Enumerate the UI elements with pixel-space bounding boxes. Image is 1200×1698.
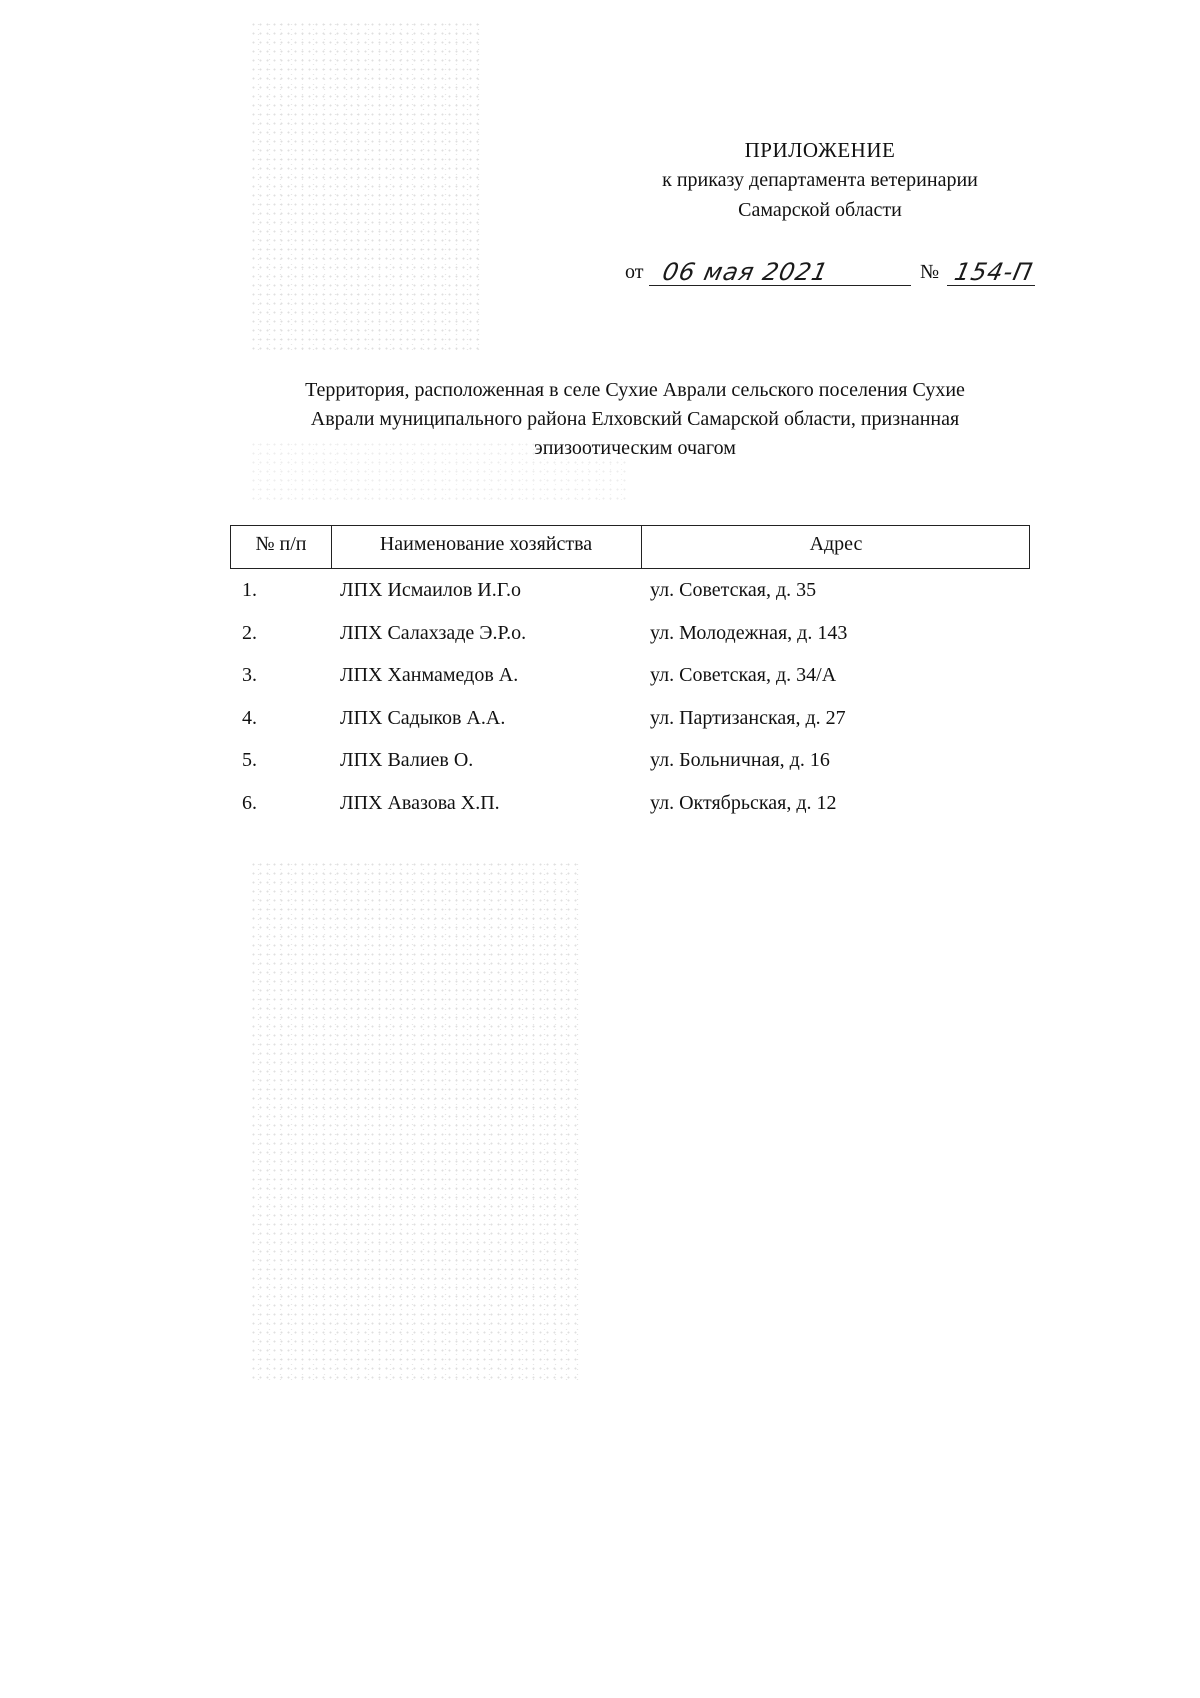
households-table (230, 525, 1030, 824)
document-title-line-2: Аврали муниципального района Елховский Самарской области, признанная (310, 408, 960, 430)
household-name: ЛПХ Авазова Х.П. (340, 791, 500, 814)
table-row (230, 697, 1030, 740)
document-title (220, 376, 1050, 463)
household-name: ЛПХ Ханмамедов А. (340, 664, 519, 686)
order-date-number-line (625, 250, 1035, 290)
household-name: ЛПХ Исмаилов И.Г.о (340, 579, 522, 601)
appendix-title: ПРИЛОЖЕНИЕ (744, 138, 896, 162)
appendix-order-reference: к приказу департамента ветеринарии (662, 169, 978, 191)
household-address: ул. Партизанская, д. 27 (650, 706, 846, 729)
household-name: ЛПХ Садыков А.А. (340, 706, 506, 729)
order-date-handwritten: 06 мая 2021 (660, 258, 832, 286)
table-row (230, 782, 1030, 825)
document-title-line-1: Территория, расположенная в селе Сухие Аврали сельского поселения Сухие (305, 379, 965, 401)
table-body (230, 569, 1030, 824)
household-address: ул. Советская, д. 34/А (650, 664, 837, 686)
table-row (230, 739, 1030, 782)
order-number-handwritten: 154-П (952, 258, 1036, 286)
row-number: 2. (242, 621, 257, 644)
table-row (230, 612, 1030, 655)
table-row (230, 569, 1030, 612)
header-household-name: Наименование хозяйства (331, 526, 642, 568)
order-number-label: № (920, 261, 940, 283)
household-name: ЛПХ Салахзаде Э.Р.о. (340, 621, 527, 644)
table-header (230, 525, 1030, 569)
household-address: ул. Больничная, д. 16 (650, 749, 830, 771)
household-address: ул. Советская, д. 35 (650, 579, 817, 601)
row-number: 3. (242, 664, 257, 686)
header-number: № п/п (231, 526, 332, 568)
row-number: 4. (242, 706, 257, 729)
scan-noise-top-left (250, 20, 480, 350)
header-address: Адрес (809, 533, 863, 555)
document-title-line-3: эпизоотическим очагом (534, 437, 736, 459)
table-row (230, 654, 1030, 697)
appendix-region: Самарской области (738, 199, 902, 221)
household-address: ул. Молодежная, д. 143 (650, 621, 848, 644)
household-address: ул. Октябрьская, д. 12 (650, 791, 837, 814)
appendix-heading (600, 135, 1040, 225)
row-number: 1. (242, 579, 257, 601)
household-name: ЛПХ Валиев О. (340, 749, 474, 771)
row-number: 6. (242, 791, 257, 814)
row-number: 5. (242, 749, 257, 771)
scan-noise-left-middle (250, 860, 580, 1380)
order-from-label: от (625, 261, 644, 283)
